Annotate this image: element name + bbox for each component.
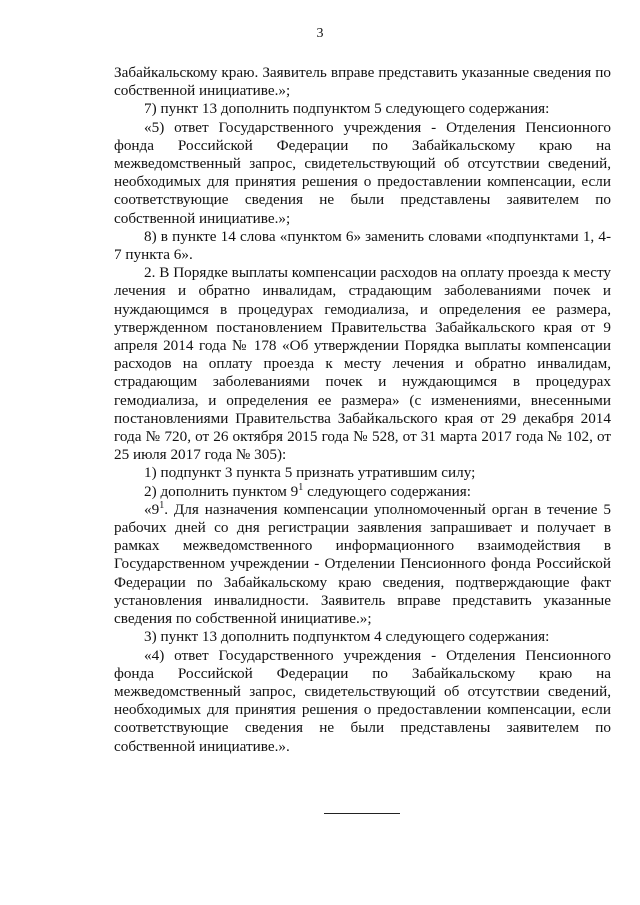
paragraph-subitem-2-before: 2) дополнить пунктом 9 <box>144 482 299 500</box>
paragraph-item-9-1-after: . Для назначения компенсации уполномоченный орган в течение 5 рабочих дней со дня регистрации заявления запрашивает и получает в рамках межведомственного информационного взаимодействия в Государственном учреждении - Отделении Пенсионного фонда Российской Федерации по Забайкальскому краю сведения, подтверждающие факт установления инвалидности. Заявитель вправе представить указанные сведения по собственной инициативе.»; <box>114 500 611 628</box>
document-body <box>114 64 611 756</box>
paragraph-subitem-4-text: «4) ответ Государственного учреждения - Отделения Пенсионного фонда Российской Федерации по Забайкальскому краю на межведомственный запрос, свидетельствующий об отсутствии сведений, необходимых для принятия решения о предоставлении компенсации, если соответствующие сведения не были представлены заявителем по собственной инициативе.». <box>114 646 611 755</box>
paragraph-item-7: 7) пункт 13 дополнить подпунктом 5 следующего содержания: <box>144 100 550 118</box>
paragraph-subitem-1: 1) подпункт 3 пункта 5 признать утратившим силу; <box>144 464 476 482</box>
paragraph-subitem-3: 3) пункт 13 дополнить подпунктом 4 следующего содержания: <box>144 628 550 646</box>
paragraph-item-9-1-text <box>114 501 611 628</box>
closing-divider-line <box>324 813 400 814</box>
paragraph-continuation: Забайкальскому краю. Заявитель вправе представить указанные сведения по собственной инициативе.»; <box>114 64 611 100</box>
superscript: 1 <box>298 481 304 493</box>
paragraph-section-2: 2. В Порядке выплаты компенсации расходов на оплату проезда к месту лечения и обратно инвалидам, страдающим заболеваниями почек и нуждающимся в процедурах гемодиализа, и определения ее размера, утвержденном постановлением Правительства Забайкальского края от 9 апреля 2014 года № 178 «Об утверждении Порядка выплаты компенсации расходов на оплату проезда к месту лечения и обратно инвалидам, страдающим заболеваниями почек и нуждающимся в процедурах гемодиализа, и определения ее размера» (с изменениями, внесенными постановлениями Правительства Забайкальского края от 29 декабря 2014 года № 720, от 26 октября 2015 года № 528, от 31 марта 2017 года № 102, от 25 июля 2017 года № 305): <box>114 264 611 464</box>
paragraph-subitem-2-after: следующего содержания: <box>303 482 471 500</box>
paragraph-subitem-5-text: «5) ответ Государственного учреждения - Отделения Пенсионного фонда Российской Федерации по Забайкальскому краю на межведомственный запрос, свидетельствующий об отсутствии сведений, необходимых для принятия решения о предоставлении компенсации, если соответствующие сведения не были представлены заявителем по собственной инициативе.»; <box>114 118 611 227</box>
paragraph-subitem-2 <box>114 483 611 501</box>
paragraph-item-8: 8) в пункте 14 слова «пунктом 6» заменить словами «подпунктами 1, 4-7 пункта 6». <box>114 227 611 264</box>
paragraph-item-9-1-before: «9 <box>144 500 160 518</box>
page-number: 3 <box>316 26 324 41</box>
superscript: 1 <box>159 499 165 511</box>
